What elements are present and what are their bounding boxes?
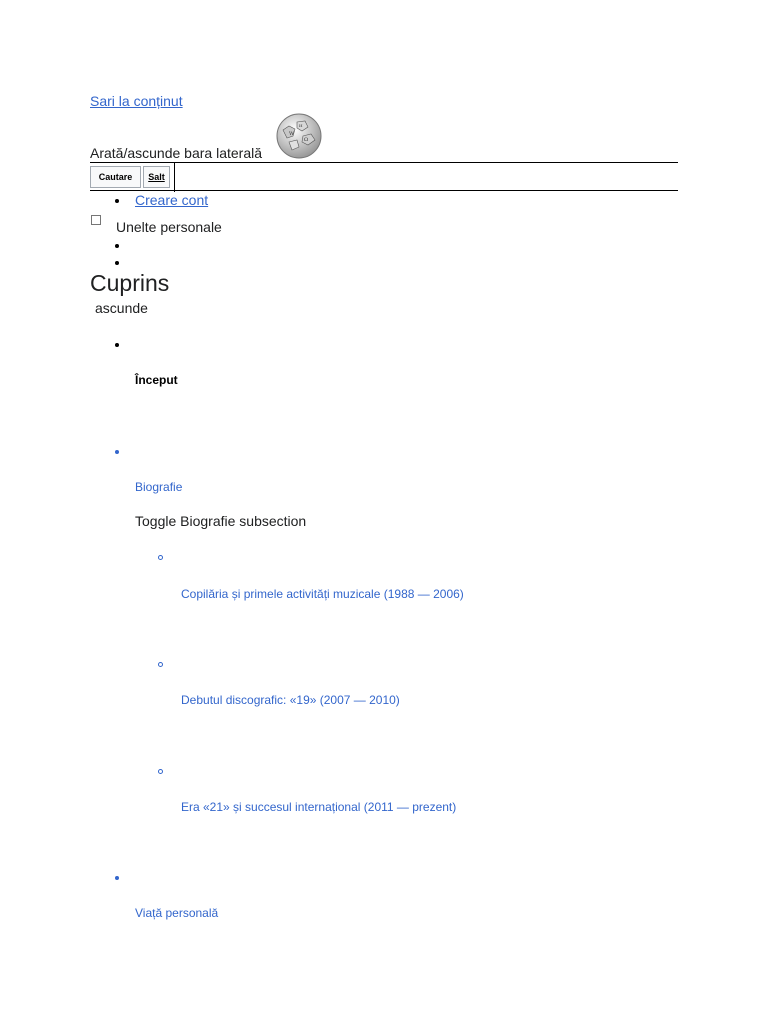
globe-icon [275,112,323,160]
list-bullet [115,244,119,248]
search-form [90,162,678,191]
search-button[interactable]: Cautare [90,166,141,188]
list-bullet [115,343,119,347]
toc-title: Cuprins [90,270,170,296]
skip-to-content-link[interactable]: Sari la conținut [90,93,183,109]
list-circle-bullet [158,555,163,560]
svg-text:W: W [289,131,295,137]
svg-text:Ω: Ω [304,137,309,143]
list-circle-bullet [158,769,163,774]
toc-subitem-childhood[interactable]: Copilăria și primele activități muzicale (1988 — 2006) [181,587,464,601]
biography-subsection-toggle[interactable]: Toggle Biografie subsection [135,513,307,529]
toc-item-start[interactable]: Început [135,373,178,387]
go-button[interactable] [143,166,170,188]
toc-subitem-era21[interactable]: Era «21» și succesul internațional (2011 — prezent) [181,800,457,814]
go-button-label: Salt [148,172,165,182]
toc-item-personal-life[interactable]: Viață personală [135,906,219,920]
list-bullet [115,876,119,880]
personal-tools-label: Unelte personale [116,219,222,235]
toc-hide-button[interactable]: ascunde [95,300,148,316]
toc-subitem-debut[interactable]: Debutul discografic: «19» (2007 — 2010) [181,693,400,707]
list-circle-bullet [158,662,163,667]
list-bullet [115,450,119,454]
list-bullet [115,199,119,203]
wikipedia-logo[interactable] [275,112,323,160]
personal-tools-checkbox[interactable] [91,215,101,225]
sidebar-toggle[interactable]: Arată/ascunde bara laterală [90,145,262,161]
search-input[interactable] [174,163,683,192]
list-bullet [115,261,119,265]
svg-text:И: И [299,123,303,128]
create-account-link[interactable]: Creare cont [135,192,209,208]
toc-item-biography[interactable]: Biografie [135,480,183,494]
